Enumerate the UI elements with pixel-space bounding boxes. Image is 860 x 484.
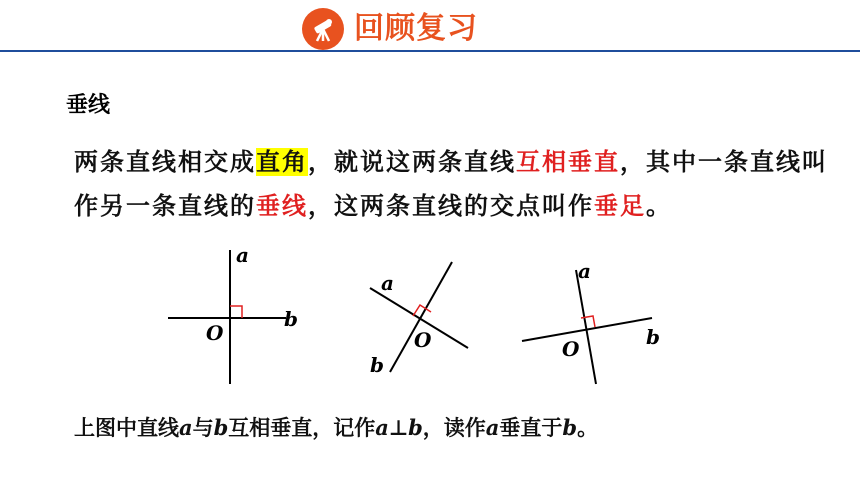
label-a: a xyxy=(236,243,249,267)
caption-var-b: b xyxy=(213,415,229,440)
caption-var-a: a xyxy=(179,415,193,440)
caption-text: ，读作 xyxy=(422,416,486,440)
term-perpendicular: 互相垂直 xyxy=(516,148,620,176)
figure-2 xyxy=(370,262,468,377)
label-b: b xyxy=(370,353,384,377)
section-heading: 垂线 xyxy=(66,93,111,118)
label-b: b xyxy=(646,325,660,349)
right-angle-mark xyxy=(230,306,242,318)
page-title: 回顾复习 xyxy=(354,11,478,46)
definition-text: 。 xyxy=(646,192,672,220)
caption-text: 上图中直线 xyxy=(74,416,179,440)
caption-text: 垂直于 xyxy=(499,416,563,440)
definition-text: ，就说这两条直线 xyxy=(308,148,516,176)
label-b: b xyxy=(284,307,298,331)
label-a: a xyxy=(578,259,591,283)
figure-1 xyxy=(168,243,298,384)
figure-3 xyxy=(522,259,660,384)
caption-text: 互相垂直，记作 xyxy=(228,416,376,440)
caption-var-b: b xyxy=(408,415,423,440)
term-perpendicular-line: 垂线 xyxy=(256,192,308,220)
caption-var-b: b xyxy=(562,415,578,440)
definition-text: ，其中一条直线叫作另一条直线的 xyxy=(74,148,828,220)
caption-var-a: a xyxy=(375,415,389,440)
term-foot: 垂足 xyxy=(594,192,646,220)
right-angle-mark xyxy=(581,316,595,327)
perpendicular-symbol: ⊥ xyxy=(388,416,409,440)
caption-var-a: a xyxy=(485,415,500,440)
caption xyxy=(74,412,598,442)
caption-text: 。 xyxy=(577,416,599,440)
label-a: a xyxy=(381,271,394,295)
label-o: O xyxy=(206,321,224,345)
line-a xyxy=(576,270,596,384)
definition-text: 两条直线相交成 xyxy=(74,148,256,176)
term-right-angle: 直角 xyxy=(256,148,308,176)
definition-text: ，这两条直线的交点叫作 xyxy=(308,192,594,220)
label-o: O xyxy=(414,328,432,352)
line-b xyxy=(390,262,452,372)
label-o: O xyxy=(562,337,580,361)
caption-text: 与 xyxy=(192,416,214,440)
